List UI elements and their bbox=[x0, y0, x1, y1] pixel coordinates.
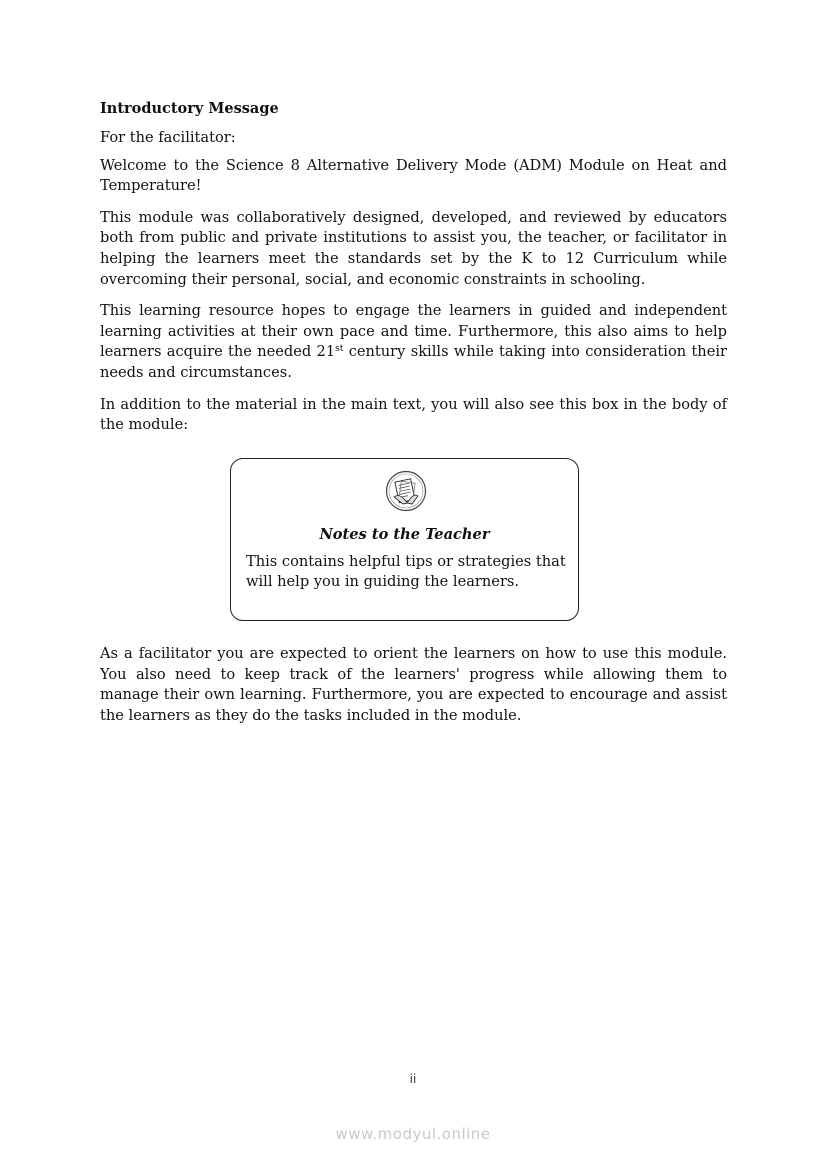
superscript-st: st bbox=[335, 344, 344, 355]
welcome-paragraph: Welcome to the Science 8 Alternative Delivery Mode (ADM) Module on Heat and Temperature! bbox=[100, 156, 727, 195]
for-facilitator-label: For the facilitator: bbox=[100, 129, 236, 146]
notes-title: Notes to the Teacher bbox=[319, 526, 490, 543]
page-number: ii bbox=[409, 1072, 417, 1086]
addition-paragraph: In addition to the material in the main text, you will also see this box in the body of the module: bbox=[100, 395, 727, 434]
learning-resource-paragraph bbox=[100, 301, 727, 383]
collaboration-paragraph: This module was collaboratively designed, developed, and reviewed by educators both from public and private institutions to assist you, the teacher, or facilitator in helping the learners meet the standards set by the K to 12 Curriculum while overcoming their personal, social, and economic constraints in schooling. bbox=[100, 208, 727, 288]
document-body-after-box bbox=[100, 644, 727, 737]
page-title: Introductory Message bbox=[100, 100, 279, 117]
document-body bbox=[100, 98, 727, 447]
watermark: www.modyul.online bbox=[335, 1125, 491, 1143]
facilitator-paragraph: As a facilitator you are expected to orient the learners on how to use this module. You also need to keep track of the learners' progress while allowing them to manage their own learning. Furthermore, you are expected to encourage and assist the learners as they do the tasks included in the module. bbox=[100, 645, 727, 724]
notes-teacher-icon bbox=[385, 470, 427, 512]
notes-to-teacher-box bbox=[230, 458, 579, 621]
learning-resource-text-start: This learning resource hopes to engage the learners in guided and independent learning activities at their own pace and time. Furthermore, this also aims to help learners acquire the needed 21 bbox=[100, 302, 727, 361]
notes-description: This contains helpful tips or strategies that will help you in guiding the learners. bbox=[246, 553, 566, 590]
learning-resource-text-end: century skills while taking into consideration their needs and circumstances. bbox=[100, 343, 727, 381]
